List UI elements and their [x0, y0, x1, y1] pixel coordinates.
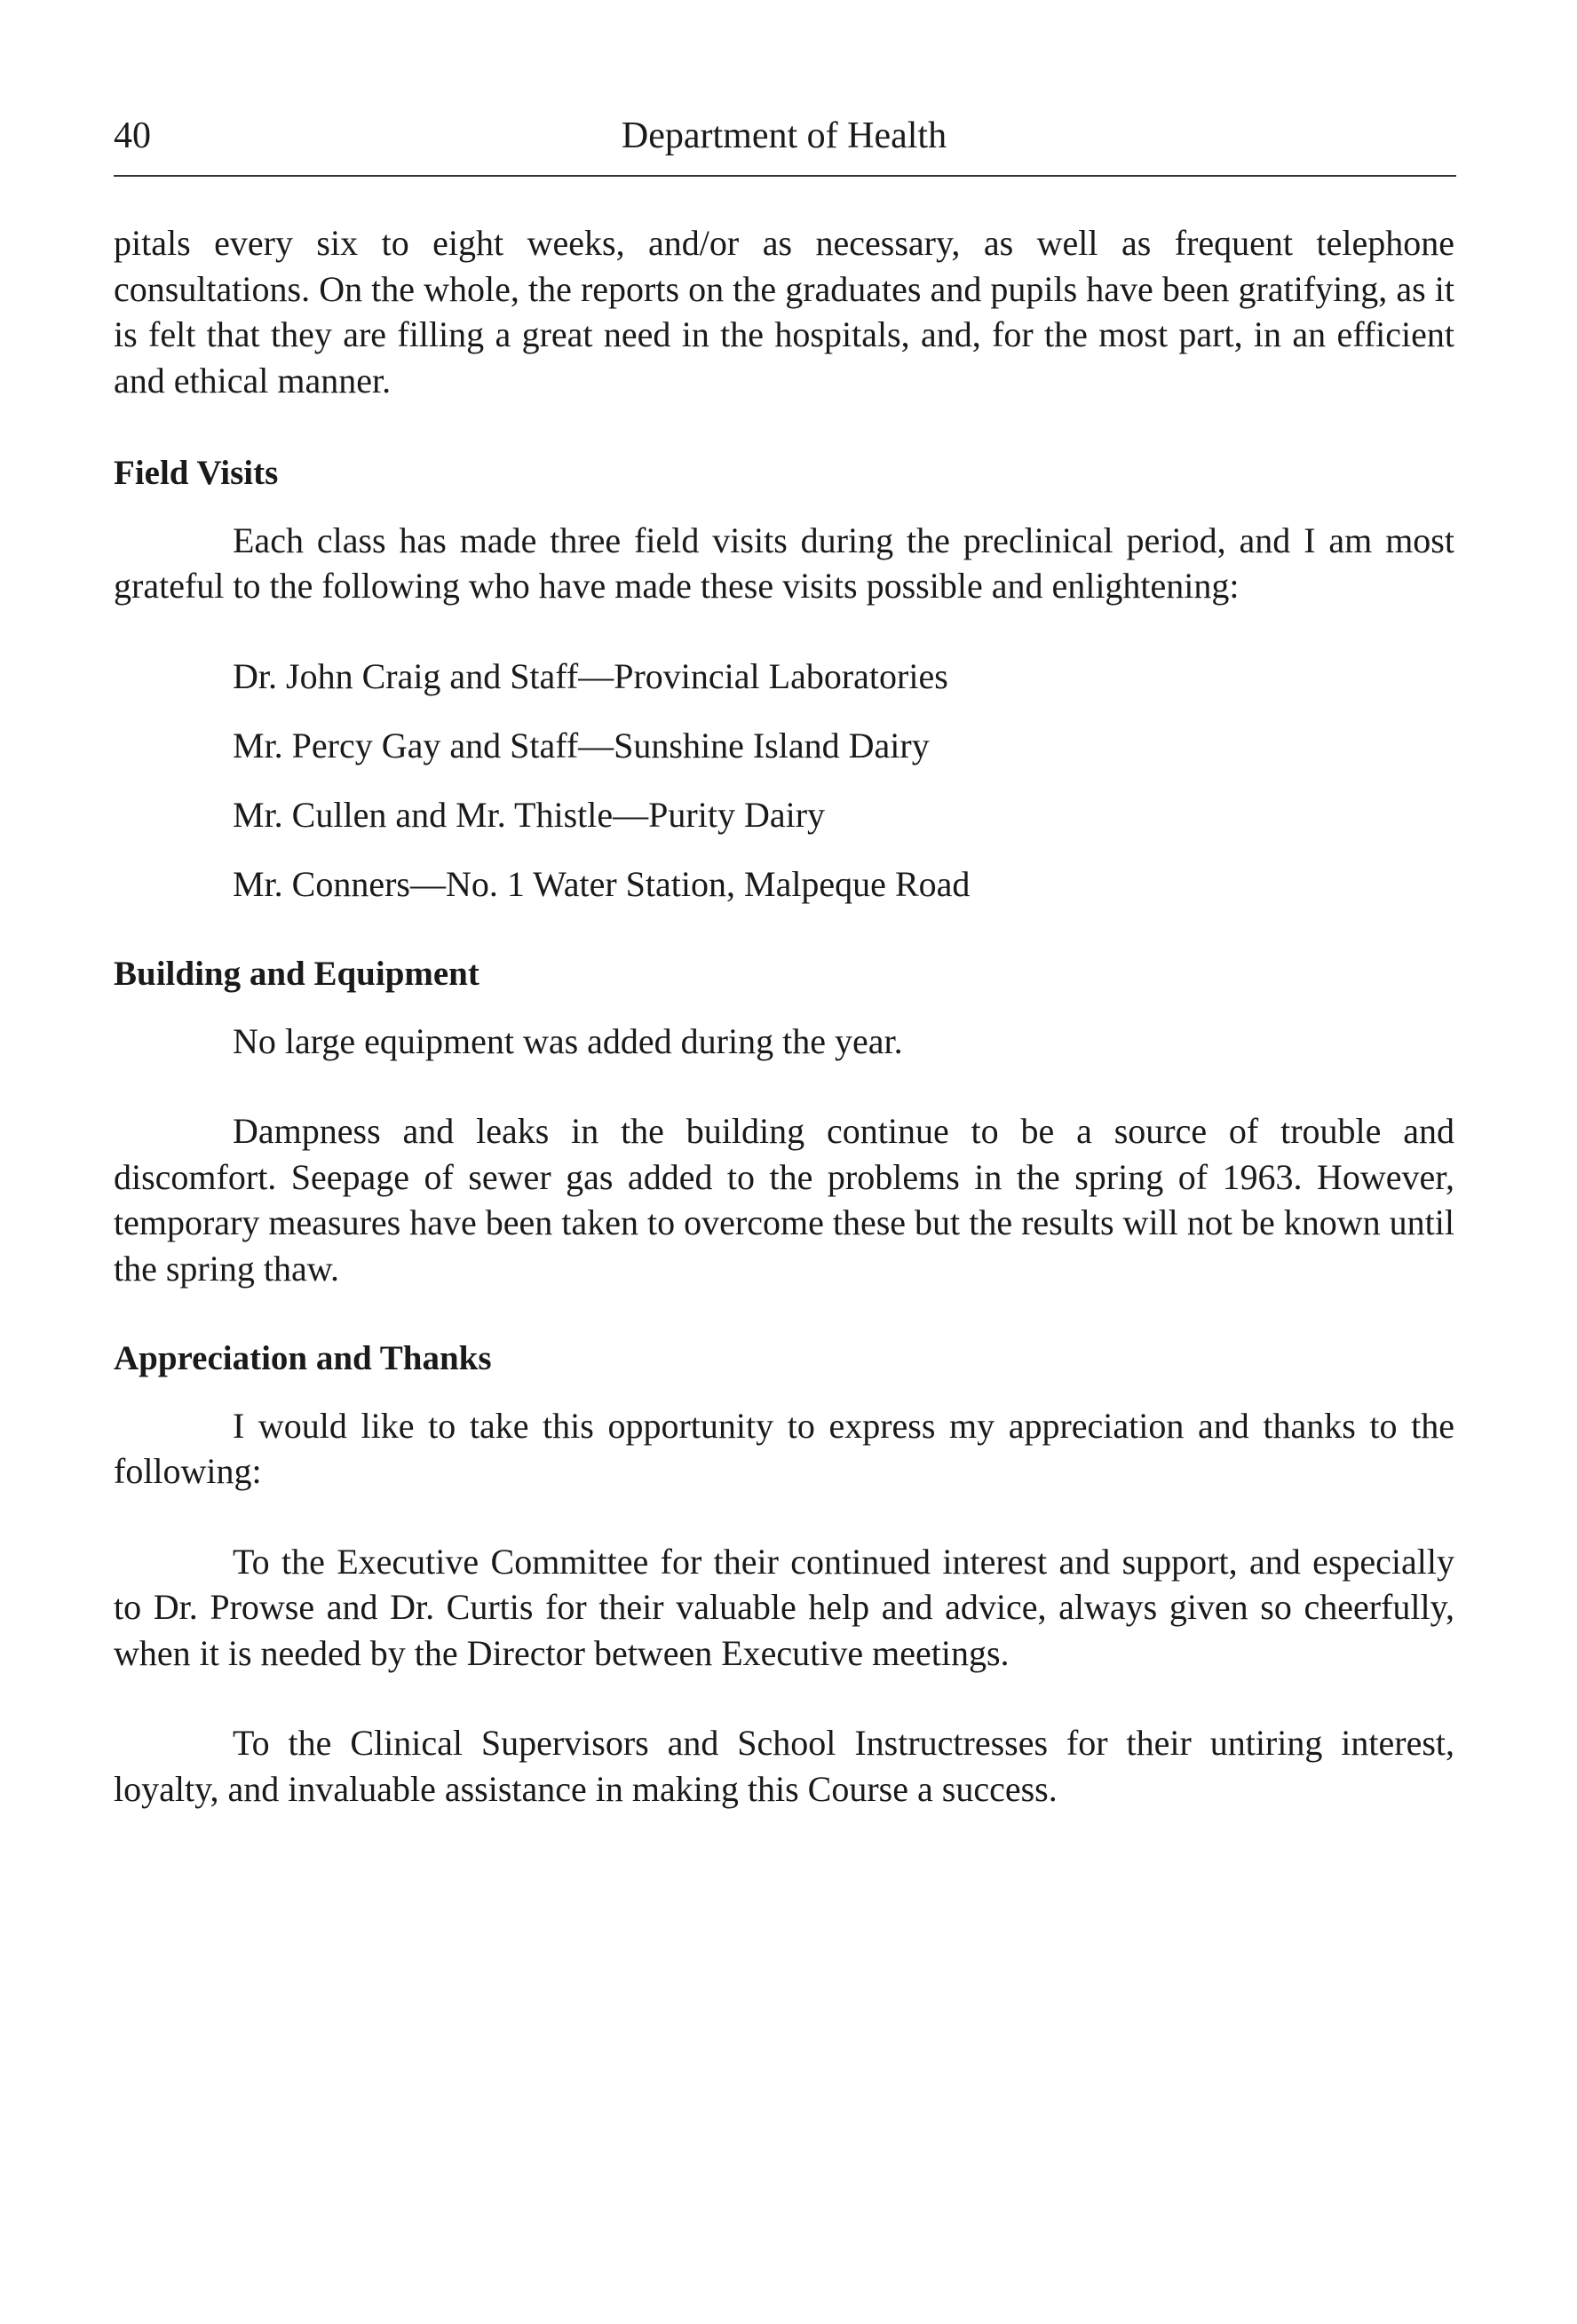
appreciation-paragraph-2: To the Executive Committee for their continued interest and support, and especially to Dr. Prowse and Dr. Curtis for their valuable help and advice, always given so cheerfully, when it is needed by the Director between Executive meetings.: [114, 1541, 1454, 1673]
building-paragraph-2: Dampness and leaks in the building continue to be a source of trouble and discomfort. Seepage of sewer gas added to the problems in the spring of 1963. However, temporary measures have been taken to overcome these but the results will not be known until the spring thaw.: [114, 1111, 1454, 1289]
header-rule: [114, 175, 1456, 177]
appreciation-paragraph-1: I would like to take this opportunity to express my appreciation and thanks to the following:: [114, 1405, 1454, 1491]
list-item: Mr. Cullen and Mr. Thistle—Purity Dairy: [233, 794, 826, 835]
section-heading-building: Building and Equipment: [114, 955, 479, 993]
running-title: Department of Health: [621, 115, 947, 156]
list-item: Dr. John Craig and Staff—Provincial Laboratories: [233, 655, 948, 696]
page-body: [114, 220, 1454, 1812]
page-header: [114, 114, 1454, 158]
section-heading-field-visits: Field Visits: [114, 454, 279, 492]
list-item: Mr. Percy Gay and Staff—Sunshine Island Dairy: [233, 725, 930, 765]
page-number: 40: [114, 115, 151, 156]
list-item: Mr. Conners—No. 1 Water Station, Malpeque Road: [233, 863, 971, 904]
field-visits-paragraph: Each class has made three field visits during the preclinical period, and I am most grateful to the following who have made these visits possible and enlightening:: [114, 520, 1454, 606]
appreciation-paragraph-3: To the Clinical Supervisors and School Instructresses for their untiring interest, loyalty, and invaluable assistance in making this Course a success.: [114, 1723, 1454, 1809]
building-paragraph-1: No large equipment was added during the year.: [233, 1020, 903, 1061]
field-visits-list: [114, 654, 1454, 908]
intro-paragraph: pitals every six to eight weeks, and/or as necessary, as well as frequent telephone consultations. On the whole, the reports on the graduates and pupils have been gratifying, as it is felt that they are filling a great need in the hospitals, and, for the most part, in an efficient and ethical manner.: [114, 223, 1454, 401]
section-heading-appreciation: Appreciation and Thanks: [114, 1339, 492, 1377]
